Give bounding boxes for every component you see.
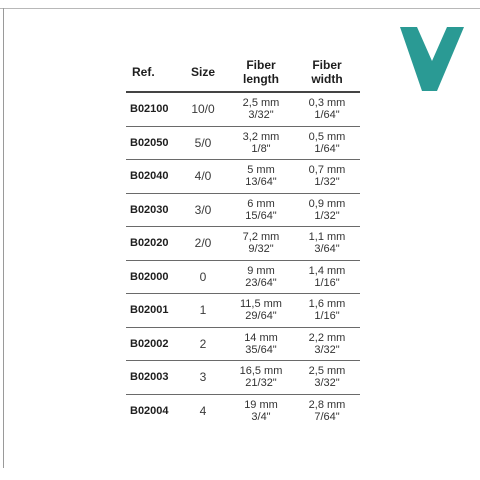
cell-fiber-width	[294, 231, 360, 255]
v-logo-icon	[400, 27, 466, 91]
table-row	[126, 261, 360, 295]
cell-length-mm: 6 mm	[247, 197, 275, 210]
cell-fiber-length	[228, 332, 294, 356]
cell-width-mm: 1,4 mm	[308, 264, 346, 277]
cell-width-mm: 2,5 mm	[308, 365, 346, 378]
cell-fiber-length	[228, 298, 294, 322]
cell-length-mm: 3,2 mm	[242, 130, 280, 143]
table-row	[126, 93, 360, 127]
cell-ref: B02004	[130, 405, 169, 418]
cell-length-mm: 2,5 mm	[242, 97, 280, 110]
cell-fiber-width	[294, 298, 360, 322]
cell-length-mm: 9 mm	[247, 264, 275, 277]
cell-fiber-length	[228, 131, 294, 155]
cell-size: 2/0	[194, 236, 212, 251]
cell-fiber-width	[294, 198, 360, 222]
cell-length-inch: 29/64"	[245, 310, 277, 323]
cell-width-inch: 1/16"	[314, 276, 340, 289]
cell-fiber-width	[294, 164, 360, 188]
table-row	[126, 227, 360, 261]
cell-ref: B02000	[130, 270, 169, 283]
header-fiber-width	[294, 58, 360, 86]
header-fiber-length-line2: length	[243, 71, 279, 86]
cell-size: 4	[199, 404, 207, 419]
header-fiber-length-line1: Fiber	[246, 57, 276, 72]
cell-length-inch: 13/64"	[245, 176, 277, 189]
cell-length-mm: 19 mm	[244, 399, 278, 412]
cell-ref: B02050	[130, 136, 169, 149]
cell-width-mm: 0,5 mm	[308, 130, 346, 143]
cell-size: 0	[199, 269, 207, 284]
cell-width-inch: 1/32"	[314, 176, 340, 189]
top-border	[0, 0, 480, 9]
cell-width-mm: 0,7 mm	[308, 164, 346, 177]
cell-size: 5/0	[194, 135, 212, 150]
cell-size: 10/0	[191, 102, 215, 117]
left-border	[0, 8, 4, 468]
cell-length-mm: 16,5 mm	[239, 365, 283, 378]
cell-fiber-width	[294, 399, 360, 423]
cell-width-inch: 1/64"	[314, 142, 340, 155]
header-fiber-width-line2: width	[311, 71, 343, 86]
cell-size: 4/0	[194, 169, 212, 184]
cell-length-inch: 23/64"	[245, 276, 277, 289]
cell-fiber-length	[228, 265, 294, 289]
cell-fiber-length	[228, 365, 294, 389]
table-row	[126, 395, 360, 429]
bottom-margin	[0, 469, 480, 480]
cell-length-mm: 11,5 mm	[240, 298, 282, 311]
table-body	[126, 93, 360, 428]
cell-ref: B02003	[130, 371, 169, 384]
cell-ref: B02002	[130, 337, 169, 350]
cell-length-inch: 3/4"	[251, 411, 271, 424]
cell-length-inch: 1/8"	[251, 142, 271, 155]
cell-ref: B02020	[130, 237, 169, 250]
cell-width-inch: 3/32"	[314, 343, 340, 356]
spec-table	[126, 52, 360, 428]
cell-width-mm: 2,2 mm	[308, 331, 346, 344]
cell-size: 2	[199, 336, 207, 351]
cell-length-inch: 3/32"	[248, 109, 274, 122]
table-row	[126, 160, 360, 194]
cell-width-inch: 7/64"	[314, 411, 340, 424]
cell-length-mm: 5 mm	[247, 164, 275, 177]
cell-width-inch: 3/64"	[314, 243, 340, 256]
cell-length-inch: 15/64"	[245, 209, 277, 222]
cell-fiber-length	[228, 97, 294, 121]
cell-ref: B02100	[130, 103, 169, 116]
table-row	[126, 294, 360, 328]
cell-width-mm: 1,6 mm	[308, 298, 346, 311]
cell-length-mm: 7,2 mm	[242, 231, 280, 244]
header-size: Size	[190, 64, 215, 79]
cell-width-inch: 1/32"	[314, 209, 340, 222]
cell-size: 1	[199, 303, 207, 318]
cell-ref: B02001	[130, 304, 169, 317]
cell-width-inch: 3/32"	[314, 377, 340, 390]
table-row	[126, 194, 360, 228]
cell-width-mm: 1,1 mm	[308, 231, 346, 244]
table-header	[126, 52, 360, 93]
cell-width-inch: 1/64"	[314, 109, 340, 122]
cell-length-inch: 21/32"	[245, 377, 277, 390]
logo-shape	[400, 27, 464, 91]
header-fiber-width-line1: Fiber	[312, 57, 342, 72]
cell-width-inch: 1/16"	[314, 310, 340, 323]
cell-fiber-length	[228, 164, 294, 188]
cell-fiber-length	[228, 399, 294, 423]
cell-width-mm: 2,8 mm	[308, 399, 346, 412]
cell-ref: B02030	[130, 203, 169, 216]
cell-length-mm: 14 mm	[244, 331, 278, 344]
table-row	[126, 328, 360, 362]
table-row	[126, 361, 360, 395]
cell-ref: B02040	[130, 170, 169, 183]
cell-fiber-width	[294, 265, 360, 289]
header-ref: Ref.	[132, 64, 155, 79]
header-fiber-length	[228, 58, 294, 86]
cell-width-mm: 0,3 mm	[308, 97, 346, 110]
table-row	[126, 127, 360, 161]
cell-fiber-width	[294, 332, 360, 356]
cell-fiber-width	[294, 131, 360, 155]
cell-length-inch: 9/32"	[248, 243, 274, 256]
cell-length-inch: 35/64"	[245, 343, 277, 356]
cell-width-mm: 0,9 mm	[308, 197, 346, 210]
cell-fiber-length	[228, 198, 294, 222]
cell-size: 3	[199, 370, 207, 385]
cell-fiber-width	[294, 97, 360, 121]
cell-size: 3/0	[194, 202, 212, 217]
cell-fiber-width	[294, 365, 360, 389]
cell-fiber-length	[228, 231, 294, 255]
